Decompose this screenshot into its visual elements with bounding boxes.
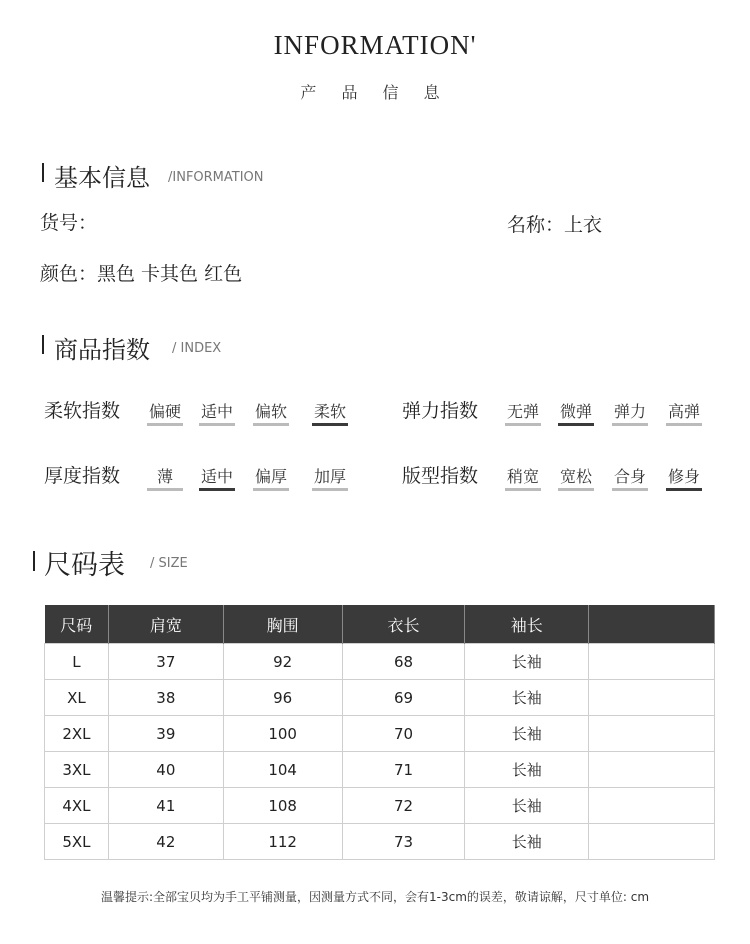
color-value: 黑色 卡其色 红色: [97, 263, 243, 285]
size-cell: 38: [108, 680, 223, 716]
size-cell: 5XL: [45, 824, 109, 860]
index-label: 厚度指数: [44, 465, 121, 487]
color-field: [40, 259, 242, 286]
size-cell: 长袖: [465, 680, 589, 716]
size-cell: 长袖: [465, 824, 589, 860]
basic-section-title: 基本信息: [54, 164, 150, 192]
size-cell: 108: [223, 788, 342, 824]
size-cell: [589, 752, 715, 788]
section-marker: [33, 551, 35, 571]
index-option: 加厚: [313, 467, 346, 486]
size-cell: 2XL: [45, 716, 109, 752]
size-cell: 42: [108, 824, 223, 860]
index-option-underline: [505, 488, 541, 491]
section-marker: [42, 163, 44, 182]
index-option: 无弹: [506, 402, 539, 421]
index-option: 适中: [200, 402, 233, 421]
index-option-underline: [147, 488, 183, 491]
index-option: 合身: [613, 467, 646, 486]
page-subtitle: 产 品 信 息: [300, 83, 450, 102]
index-section-title: 商品指数: [54, 336, 150, 364]
index-label: 版型指数: [402, 465, 479, 487]
measurement-note: 温馨提示:全部宝贝均为手工平铺测量，因测量方式不同，会有1-3cm的误差，敬请谅解，尺寸单位: cm: [100, 890, 650, 904]
size-header-cell: [589, 605, 715, 644]
size-cell: 73: [342, 824, 465, 860]
index-option-underline: [253, 423, 289, 426]
size-cell: 71: [342, 752, 465, 788]
size-cell: 100: [223, 716, 342, 752]
index-option: 弹力: [613, 402, 646, 421]
index-section-subtitle: / INDEX: [172, 341, 222, 356]
size-table-header: [45, 605, 715, 644]
page-title: INFORMATION': [273, 30, 477, 60]
size-cell: L: [45, 644, 109, 680]
table-row: [45, 824, 715, 860]
size-cell: 96: [223, 680, 342, 716]
size-header-cell: 衣长: [342, 605, 465, 644]
size-table: [44, 605, 715, 860]
size-header-cell: 肩宽: [108, 605, 223, 644]
index-option: 适中: [200, 467, 233, 486]
size-cell: [589, 680, 715, 716]
product-name-label: 名称：: [507, 214, 565, 236]
size-cell: 112: [223, 824, 342, 860]
size-section-title: 尺码表: [44, 550, 125, 581]
size-cell: [589, 716, 715, 752]
index-option-selected-underline: [558, 423, 594, 426]
basic-section-subtitle: /INFORMATION: [168, 170, 264, 185]
size-section-subtitle: / SIZE: [150, 556, 188, 571]
index-option-underline: [666, 423, 702, 426]
table-row: [45, 644, 715, 680]
index-option-underline: [505, 423, 541, 426]
size-cell: 92: [223, 644, 342, 680]
section-marker: [42, 335, 44, 354]
index-option-underline: [612, 488, 648, 491]
index-option: 偏软: [254, 402, 287, 421]
index-option: 偏硬: [148, 402, 181, 421]
size-header-cell: 尺码: [45, 605, 109, 644]
size-cell: 长袖: [465, 644, 589, 680]
table-row: [45, 788, 715, 824]
index-option-underline: [312, 488, 348, 491]
index-option: 微弹: [559, 402, 592, 421]
index-option-underline: [147, 423, 183, 426]
size-cell: 4XL: [45, 788, 109, 824]
size-cell: 41: [108, 788, 223, 824]
size-cell: XL: [45, 680, 109, 716]
size-cell: 长袖: [465, 788, 589, 824]
index-label: 柔软指数: [44, 400, 121, 422]
index-option: 偏厚: [254, 467, 287, 486]
index-label: 弹力指数: [402, 400, 479, 422]
index-option-selected-underline: [199, 488, 235, 491]
table-row: [45, 680, 715, 716]
size-cell: 长袖: [465, 752, 589, 788]
size-cell: 69: [342, 680, 465, 716]
size-header-cell: 袖长: [465, 605, 589, 644]
size-cell: 长袖: [465, 716, 589, 752]
size-cell: 40: [108, 752, 223, 788]
index-option: 修身: [667, 467, 700, 486]
size-cell: 104: [223, 752, 342, 788]
index-option: 高弹: [667, 402, 700, 421]
index-option: 薄: [156, 467, 173, 486]
size-header-cell: 胸围: [223, 605, 342, 644]
size-cell: 68: [342, 644, 465, 680]
size-cell: [589, 644, 715, 680]
size-cell: 72: [342, 788, 465, 824]
index-option-underline: [558, 488, 594, 491]
product-name-field: [507, 210, 602, 237]
size-cell: [589, 788, 715, 824]
table-row: [45, 752, 715, 788]
index-option: 稍宽: [506, 467, 539, 486]
size-cell: 70: [342, 716, 465, 752]
index-option-selected-underline: [312, 423, 348, 426]
index-option: 柔软: [313, 402, 346, 421]
item-number-label: 货号：: [40, 212, 98, 234]
table-row: [45, 716, 715, 752]
index-option-underline: [612, 423, 648, 426]
index-option-selected-underline: [666, 488, 702, 491]
color-label: 颜色：: [40, 263, 98, 285]
index-option-underline: [199, 423, 235, 426]
size-cell: 3XL: [45, 752, 109, 788]
size-cell: 37: [108, 644, 223, 680]
index-option-underline: [253, 488, 289, 491]
index-option: 宽松: [559, 467, 592, 486]
product-name-value: 上衣: [564, 214, 603, 236]
size-cell: [589, 824, 715, 860]
size-cell: 39: [108, 716, 223, 752]
